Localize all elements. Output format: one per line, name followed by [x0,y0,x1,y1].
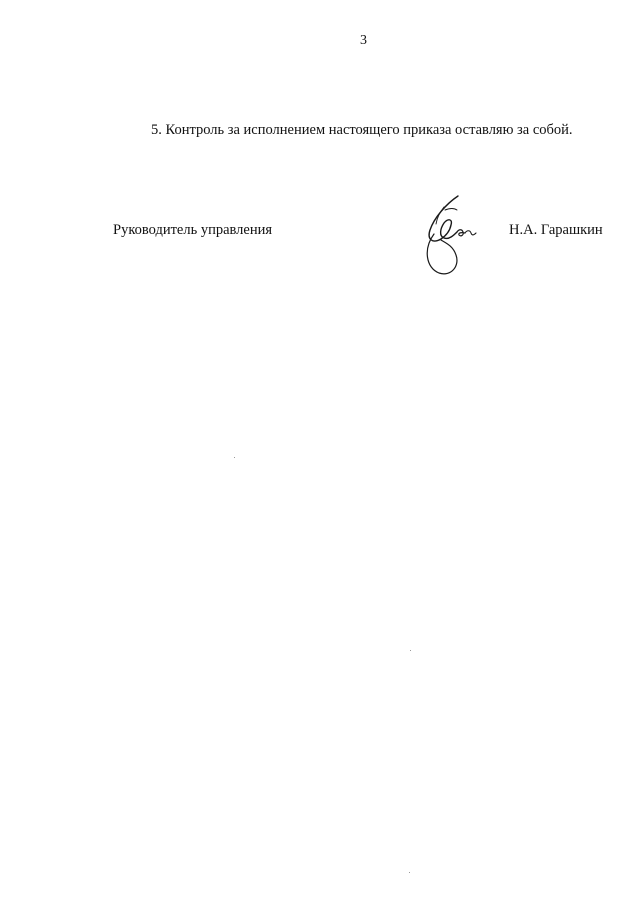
scan-speck [234,457,235,458]
scan-speck [409,872,410,873]
signer-name: Н.А. Гарашкин [509,222,603,238]
page-number: 3 [360,33,367,48]
scan-speck [410,650,411,651]
signer-position-title: Руководитель управления [113,222,273,238]
control-paragraph: 5. Контроль за исполнением настоящего приказа оставляю за собой. [151,122,573,138]
handwritten-signature [417,190,483,280]
